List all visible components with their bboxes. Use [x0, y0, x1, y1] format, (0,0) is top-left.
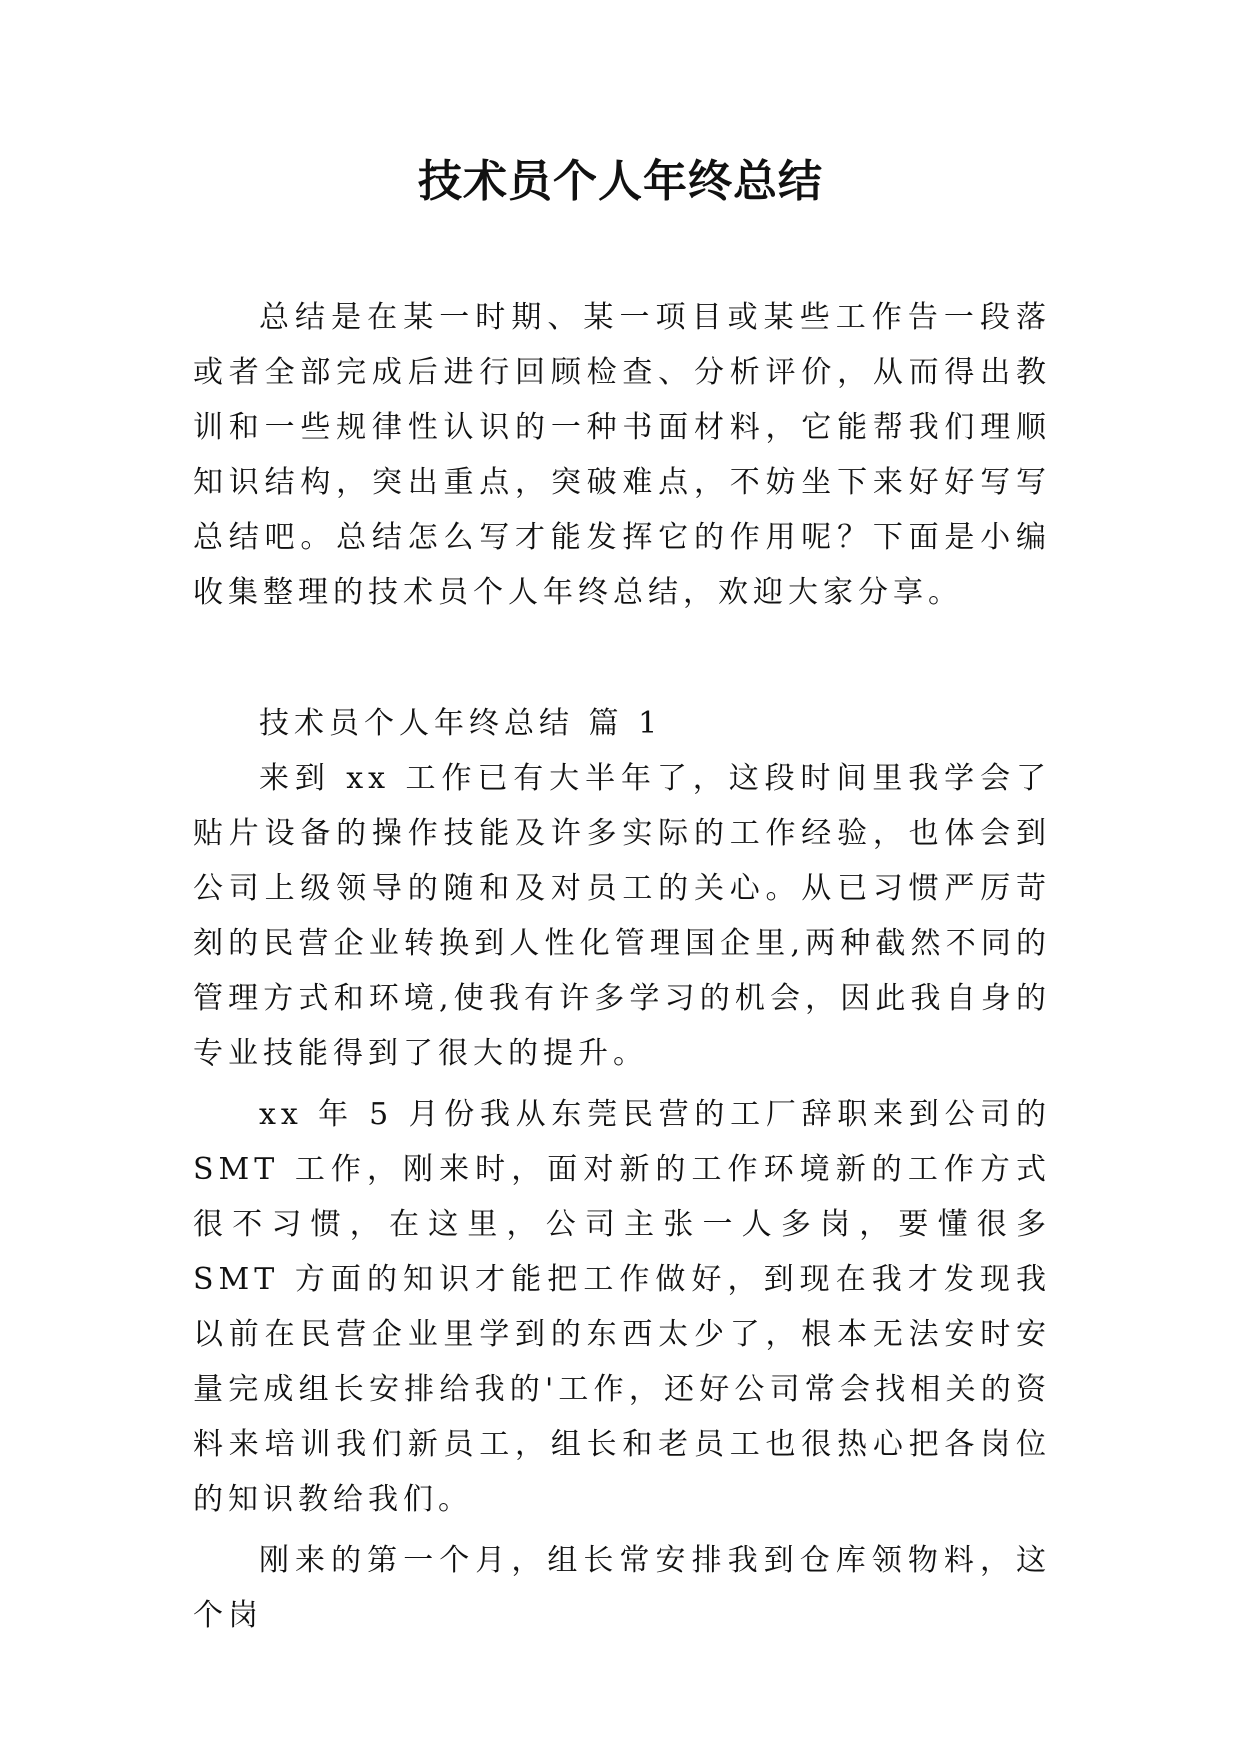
body-paragraph-3: 刚来的第一个月，组长常安排我到仓库领物料，这个岗: [193, 1543, 1051, 1633]
document-title: 技术员个人年终总结: [418, 156, 823, 207]
intro-section: [193, 290, 1051, 620]
section-heading: 技术员个人年终总结 篇 1: [259, 706, 663, 741]
body-paragraph-2: xx 年 5 月份我从东莞民营的工厂辞职来到公司的 SMT 工作，刚来时，面对新的工作环境新的工作方式很不习惯，在这里，公司主张一人多岗，要懂很多 SMT 方面的知识才能把工作做好，到现在我才发现我以前在民营企业里学到的东西太少了，根本无法安时安量完成组长安排给我的'工作，还好公司常会找相关的资料来培训我们新员工，组长和老员工也很热心把各岗位的知识教给我们。: [193, 1097, 1051, 1517]
body-paragraph-1: 来到 xx 工作已有大半年了，这段时间里我学会了贴片设备的操作技能及许多实际的工作经验，也体会到公司上级领导的随和及对员工的关心。从已习惯严厉苛刻的民营企业转换到人性化管理国企里,两种截然不同的管理方式和环境,使我有许多学习的机会，因此我自身的专业技能得到了很大的提升。: [193, 761, 1051, 1071]
article-section-1: [193, 696, 1051, 1643]
intro-paragraph: 总结是在某一时期、某一项目或某些工作告一段落或者全部完成后进行回顾检查、分析评价，从而得出教训和一些规律性认识的一种书面材料，它能帮我们理顺知识结构，突出重点，突破难点，不妨坐下来好好写写总结吧。总结怎么写才能发挥它的作用呢？下面是小编收集整理的技术员个人年终总结，欢迎大家分享。: [193, 300, 1051, 610]
